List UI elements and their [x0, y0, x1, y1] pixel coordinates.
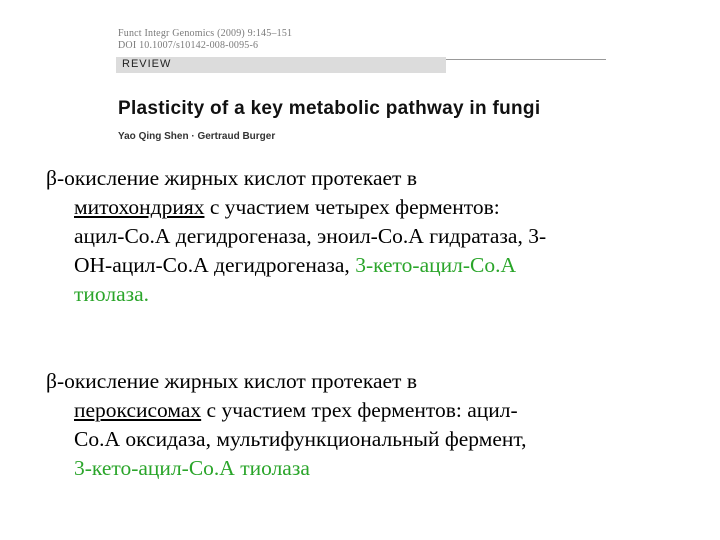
- review-label: REVIEW: [122, 58, 172, 70]
- paragraph-peroxisomes: [46, 367, 706, 483]
- doi-line: DOI 10.1007/s10142-008-0095-6: [118, 40, 259, 51]
- highlighted-enzyme: 3-кето-ацил-Со.А тиолаза: [74, 456, 310, 480]
- paper-authors: Yao Qing Shen · Gertraud Burger: [118, 131, 276, 142]
- highlighted-enzyme: 3-кето-ацил-Со.А: [355, 253, 517, 277]
- paper-header-image: [100, 18, 620, 148]
- review-section-bar: [116, 57, 446, 73]
- header-rule: [446, 59, 606, 60]
- line-text: с участием трех ферментов: ацил-: [201, 398, 518, 422]
- paragraph-line: ацил-Со.А дегидрогеназа, эноил-Со.А гидратаза, 3-: [74, 224, 547, 248]
- paragraph-mitochondria: [46, 164, 706, 309]
- underlined-term: пероксисомах: [74, 398, 202, 422]
- underlined-term: митохондриях: [74, 195, 205, 219]
- paper-title: Plasticity of a key metabolic pathway in fungi: [118, 98, 541, 119]
- paragraph-line: [46, 193, 706, 222]
- highlighted-enzyme: тиолаза.: [74, 282, 150, 306]
- paragraph-line: [46, 396, 706, 425]
- journal-citation: Funct Integr Genomics (2009) 9:145–151: [118, 28, 293, 39]
- line-text: ОН-ацил-Со.А дегидрогеназа,: [74, 253, 356, 277]
- paragraph-line: β-окисление жирных кислот протекает в: [46, 166, 417, 190]
- line-text: с участием четырех ферментов:: [204, 195, 500, 219]
- paragraph-line: Со.А оксидаза, мультифункциональный фермент,: [74, 427, 527, 451]
- paragraph-line: β-окисление жирных кислот протекает в: [46, 369, 417, 393]
- paragraph-line: [46, 251, 706, 280]
